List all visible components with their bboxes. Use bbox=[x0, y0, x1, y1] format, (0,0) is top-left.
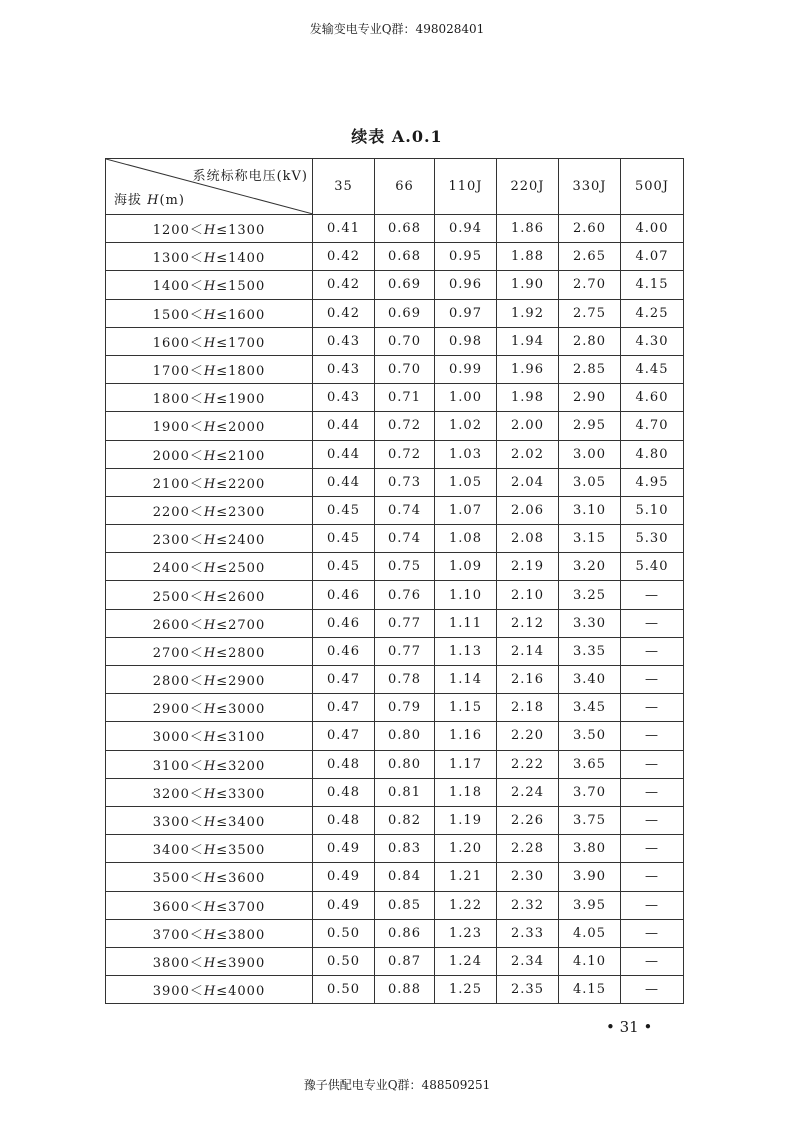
value-cell: 2.85 bbox=[559, 355, 621, 383]
value-cell: 4.95 bbox=[621, 468, 684, 496]
value-cell: 0.42 bbox=[313, 243, 375, 271]
value-cell: 0.74 bbox=[375, 496, 435, 524]
table-row bbox=[106, 835, 684, 863]
value-cell: 2.02 bbox=[497, 440, 559, 468]
table-row bbox=[106, 976, 684, 1004]
value-cell: 0.44 bbox=[313, 440, 375, 468]
altitude-axis-label: 海拔 H(m) bbox=[114, 193, 185, 208]
value-cell: 1.86 bbox=[497, 215, 559, 243]
value-cell: 3.70 bbox=[559, 778, 621, 806]
value-cell: 0.96 bbox=[435, 271, 497, 299]
altitude-range-cell: 3700＜H≤3800 bbox=[106, 919, 313, 947]
value-cell: 3.05 bbox=[559, 468, 621, 496]
value-cell: 0.71 bbox=[375, 384, 435, 412]
altitude-range-cell: 2800＜H≤2900 bbox=[106, 666, 313, 694]
value-cell: 1.16 bbox=[435, 722, 497, 750]
value-cell: 2.16 bbox=[497, 666, 559, 694]
value-cell: 1.02 bbox=[435, 412, 497, 440]
value-cell: 4.70 bbox=[621, 412, 684, 440]
altitude-range-cell: 1400＜H≤1500 bbox=[106, 271, 313, 299]
value-cell: 2.60 bbox=[559, 215, 621, 243]
value-cell: 4.07 bbox=[621, 243, 684, 271]
value-cell: 1.18 bbox=[435, 778, 497, 806]
altitude-range-cell: 3800＜H≤3900 bbox=[106, 947, 313, 975]
altitude-range-cell: 3000＜H≤3100 bbox=[106, 722, 313, 750]
altitude-range-cell: 2100＜H≤2200 bbox=[106, 468, 313, 496]
value-cell: 1.96 bbox=[497, 355, 559, 383]
table-title: 续表 A.0.1 bbox=[351, 127, 443, 146]
table-row bbox=[106, 440, 684, 468]
value-cell: 5.10 bbox=[621, 496, 684, 524]
value-cell: 4.15 bbox=[621, 271, 684, 299]
value-cell: 0.48 bbox=[313, 806, 375, 834]
value-cell: 0.97 bbox=[435, 299, 497, 327]
table-row bbox=[106, 468, 684, 496]
value-cell: 1.23 bbox=[435, 919, 497, 947]
value-cell: 0.44 bbox=[313, 412, 375, 440]
header-cell: 35 bbox=[313, 159, 375, 215]
header-cell: 330J bbox=[559, 159, 621, 215]
altitude-range-cell: 3400＜H≤3500 bbox=[106, 835, 313, 863]
value-cell: 0.78 bbox=[375, 666, 435, 694]
value-cell: 2.75 bbox=[559, 299, 621, 327]
altitude-range-cell: 2700＜H≤2800 bbox=[106, 637, 313, 665]
value-cell: 2.32 bbox=[497, 891, 559, 919]
value-cell: 0.47 bbox=[313, 694, 375, 722]
value-cell: 4.25 bbox=[621, 299, 684, 327]
value-cell: 1.17 bbox=[435, 750, 497, 778]
value-cell: 2.12 bbox=[497, 609, 559, 637]
table-row bbox=[106, 694, 684, 722]
table-row bbox=[106, 863, 684, 891]
value-cell: 2.34 bbox=[497, 947, 559, 975]
value-cell: 0.84 bbox=[375, 863, 435, 891]
value-cell: 0.72 bbox=[375, 412, 435, 440]
value-cell: 0.76 bbox=[375, 581, 435, 609]
header-cell: 110J bbox=[435, 159, 497, 215]
value-cell: 1.00 bbox=[435, 384, 497, 412]
value-cell: 1.94 bbox=[497, 327, 559, 355]
value-cell: 0.77 bbox=[375, 637, 435, 665]
value-cell: 0.45 bbox=[313, 553, 375, 581]
value-cell: 0.75 bbox=[375, 553, 435, 581]
value-cell: 0.70 bbox=[375, 355, 435, 383]
table-row bbox=[106, 778, 684, 806]
value-cell: — bbox=[621, 722, 684, 750]
value-cell: 0.49 bbox=[313, 891, 375, 919]
value-cell: 1.03 bbox=[435, 440, 497, 468]
altitude-range-cell: 1200＜H≤1300 bbox=[106, 215, 313, 243]
value-cell: 0.95 bbox=[435, 243, 497, 271]
value-cell: 1.19 bbox=[435, 806, 497, 834]
altitude-range-cell: 2300＜H≤2400 bbox=[106, 525, 313, 553]
value-cell: 3.15 bbox=[559, 525, 621, 553]
value-cell: 1.14 bbox=[435, 666, 497, 694]
value-cell: 0.42 bbox=[313, 271, 375, 299]
value-cell: 0.47 bbox=[313, 722, 375, 750]
value-cell: 0.41 bbox=[313, 215, 375, 243]
table-row bbox=[106, 750, 684, 778]
data-table bbox=[105, 158, 684, 1004]
value-cell: 1.92 bbox=[497, 299, 559, 327]
voltage-axis-label: 系统标称电压(kV) bbox=[192, 169, 308, 184]
value-cell: 0.46 bbox=[313, 581, 375, 609]
value-cell: 0.43 bbox=[313, 355, 375, 383]
value-cell: 0.69 bbox=[375, 299, 435, 327]
value-cell: 2.90 bbox=[559, 384, 621, 412]
altitude-range-cell: 2600＜H≤2700 bbox=[106, 609, 313, 637]
table-row bbox=[106, 243, 684, 271]
table-row bbox=[106, 609, 684, 637]
value-cell: 3.45 bbox=[559, 694, 621, 722]
header-row bbox=[106, 159, 684, 215]
table-row bbox=[106, 581, 684, 609]
value-cell: 0.43 bbox=[313, 327, 375, 355]
value-cell: 3.40 bbox=[559, 666, 621, 694]
table-row bbox=[106, 891, 684, 919]
value-cell: 2.35 bbox=[497, 976, 559, 1004]
value-cell: 1.05 bbox=[435, 468, 497, 496]
value-cell: 2.10 bbox=[497, 581, 559, 609]
value-cell: 3.95 bbox=[559, 891, 621, 919]
value-cell: 2.18 bbox=[497, 694, 559, 722]
value-cell: 3.30 bbox=[559, 609, 621, 637]
table-row bbox=[106, 412, 684, 440]
footer-note: 豫子供配电专业Q群：488509251 bbox=[303, 1078, 491, 1092]
value-cell: 2.14 bbox=[497, 637, 559, 665]
value-cell: 0.69 bbox=[375, 271, 435, 299]
altitude-range-cell: 2900＜H≤3000 bbox=[106, 694, 313, 722]
header-note: 发输变电专业Q群：498028401 bbox=[309, 22, 485, 36]
altitude-range-cell: 1600＜H≤1700 bbox=[106, 327, 313, 355]
value-cell: — bbox=[621, 609, 684, 637]
value-cell: 3.90 bbox=[559, 863, 621, 891]
value-cell: — bbox=[621, 891, 684, 919]
value-cell: 2.00 bbox=[497, 412, 559, 440]
value-cell: 1.20 bbox=[435, 835, 497, 863]
value-cell: 3.80 bbox=[559, 835, 621, 863]
value-cell: 0.82 bbox=[375, 806, 435, 834]
value-cell: 2.65 bbox=[559, 243, 621, 271]
value-cell: — bbox=[621, 694, 684, 722]
value-cell: 4.15 bbox=[559, 976, 621, 1004]
value-cell: 2.04 bbox=[497, 468, 559, 496]
value-cell: 2.06 bbox=[497, 496, 559, 524]
value-cell: — bbox=[621, 835, 684, 863]
value-cell: 5.40 bbox=[621, 553, 684, 581]
value-cell: — bbox=[621, 778, 684, 806]
table-row bbox=[106, 327, 684, 355]
value-cell: 2.33 bbox=[497, 919, 559, 947]
table-row bbox=[106, 215, 684, 243]
value-cell: 3.25 bbox=[559, 581, 621, 609]
value-cell: 0.50 bbox=[313, 919, 375, 947]
value-cell: 2.80 bbox=[559, 327, 621, 355]
value-cell: 4.10 bbox=[559, 947, 621, 975]
value-cell: 1.13 bbox=[435, 637, 497, 665]
value-cell: 0.98 bbox=[435, 327, 497, 355]
table-row bbox=[106, 271, 684, 299]
value-cell: 0.46 bbox=[313, 637, 375, 665]
value-cell: 2.22 bbox=[497, 750, 559, 778]
altitude-range-cell: 2000＜H≤2100 bbox=[106, 440, 313, 468]
altitude-range-cell: 2400＜H≤2500 bbox=[106, 553, 313, 581]
value-cell: 0.48 bbox=[313, 778, 375, 806]
table-body bbox=[106, 215, 684, 1004]
altitude-range-cell: 1700＜H≤1800 bbox=[106, 355, 313, 383]
value-cell: 0.85 bbox=[375, 891, 435, 919]
value-cell: 2.70 bbox=[559, 271, 621, 299]
value-cell: 1.25 bbox=[435, 976, 497, 1004]
value-cell: 1.90 bbox=[497, 271, 559, 299]
altitude-range-cell: 3900＜H≤4000 bbox=[106, 976, 313, 1004]
value-cell: 1.07 bbox=[435, 496, 497, 524]
value-cell: 2.26 bbox=[497, 806, 559, 834]
value-cell: 0.45 bbox=[313, 496, 375, 524]
table-row bbox=[106, 806, 684, 834]
altitude-range-cell: 3300＜H≤3400 bbox=[106, 806, 313, 834]
value-cell: 0.70 bbox=[375, 327, 435, 355]
table-row bbox=[106, 384, 684, 412]
table-row bbox=[106, 355, 684, 383]
value-cell: 3.75 bbox=[559, 806, 621, 834]
value-cell: — bbox=[621, 919, 684, 947]
altitude-range-cell: 3200＜H≤3300 bbox=[106, 778, 313, 806]
value-cell: 1.11 bbox=[435, 609, 497, 637]
corner-cell bbox=[106, 159, 313, 215]
value-cell: 0.88 bbox=[375, 976, 435, 1004]
value-cell: 5.30 bbox=[621, 525, 684, 553]
table-row bbox=[106, 496, 684, 524]
value-cell: 1.09 bbox=[435, 553, 497, 581]
value-cell: 0.48 bbox=[313, 750, 375, 778]
value-cell: 1.24 bbox=[435, 947, 497, 975]
altitude-range-cell: 3600＜H≤3700 bbox=[106, 891, 313, 919]
value-cell: 3.00 bbox=[559, 440, 621, 468]
altitude-range-cell: 2200＜H≤2300 bbox=[106, 496, 313, 524]
value-cell: 2.28 bbox=[497, 835, 559, 863]
value-cell: 1.15 bbox=[435, 694, 497, 722]
value-cell: 0.87 bbox=[375, 947, 435, 975]
value-cell: 4.05 bbox=[559, 919, 621, 947]
value-cell: 1.21 bbox=[435, 863, 497, 891]
value-cell: 3.65 bbox=[559, 750, 621, 778]
value-cell: 0.86 bbox=[375, 919, 435, 947]
value-cell: 2.20 bbox=[497, 722, 559, 750]
header-cell: 220J bbox=[497, 159, 559, 215]
value-cell: 0.68 bbox=[375, 215, 435, 243]
value-cell: 0.74 bbox=[375, 525, 435, 553]
value-cell: 1.88 bbox=[497, 243, 559, 271]
value-cell: 0.49 bbox=[313, 835, 375, 863]
value-cell: 3.35 bbox=[559, 637, 621, 665]
value-cell: 0.47 bbox=[313, 666, 375, 694]
value-cell: — bbox=[621, 806, 684, 834]
value-cell: 2.08 bbox=[497, 525, 559, 553]
value-cell: — bbox=[621, 947, 684, 975]
table-row bbox=[106, 553, 684, 581]
value-cell: — bbox=[621, 581, 684, 609]
value-cell: 0.45 bbox=[313, 525, 375, 553]
table-row bbox=[106, 919, 684, 947]
table-row bbox=[106, 637, 684, 665]
value-cell: 0.50 bbox=[313, 976, 375, 1004]
value-cell: 0.81 bbox=[375, 778, 435, 806]
value-cell: — bbox=[621, 637, 684, 665]
altitude-range-cell: 1800＜H≤1900 bbox=[106, 384, 313, 412]
value-cell: 4.00 bbox=[621, 215, 684, 243]
value-cell: — bbox=[621, 976, 684, 1004]
altitude-range-cell: 1300＜H≤1400 bbox=[106, 243, 313, 271]
value-cell: 0.42 bbox=[313, 299, 375, 327]
value-cell: — bbox=[621, 863, 684, 891]
value-cell: 0.80 bbox=[375, 722, 435, 750]
value-cell: 0.43 bbox=[313, 384, 375, 412]
value-cell: 3.20 bbox=[559, 553, 621, 581]
table-row bbox=[106, 947, 684, 975]
value-cell: 0.94 bbox=[435, 215, 497, 243]
altitude-range-cell: 3500＜H≤3600 bbox=[106, 863, 313, 891]
value-cell: 4.60 bbox=[621, 384, 684, 412]
value-cell: 2.19 bbox=[497, 553, 559, 581]
value-cell: 0.44 bbox=[313, 468, 375, 496]
page-number: • 31 • bbox=[606, 1018, 653, 1036]
table-row bbox=[106, 666, 684, 694]
value-cell: 2.24 bbox=[497, 778, 559, 806]
header-cell: 500J bbox=[621, 159, 684, 215]
value-cell: 1.10 bbox=[435, 581, 497, 609]
value-cell: 1.08 bbox=[435, 525, 497, 553]
value-cell: 0.50 bbox=[313, 947, 375, 975]
value-cell: 0.46 bbox=[313, 609, 375, 637]
value-cell: 4.45 bbox=[621, 355, 684, 383]
value-cell: 1.98 bbox=[497, 384, 559, 412]
value-cell: 0.80 bbox=[375, 750, 435, 778]
value-cell: 0.99 bbox=[435, 355, 497, 383]
value-cell: 1.22 bbox=[435, 891, 497, 919]
value-cell: 0.77 bbox=[375, 609, 435, 637]
value-cell: 0.68 bbox=[375, 243, 435, 271]
value-cell: 0.83 bbox=[375, 835, 435, 863]
table-row bbox=[106, 299, 684, 327]
header-cell: 66 bbox=[375, 159, 435, 215]
value-cell: 3.50 bbox=[559, 722, 621, 750]
value-cell: 0.79 bbox=[375, 694, 435, 722]
value-cell: 2.95 bbox=[559, 412, 621, 440]
value-cell: 0.73 bbox=[375, 468, 435, 496]
altitude-range-cell: 2500＜H≤2600 bbox=[106, 581, 313, 609]
value-cell: — bbox=[621, 750, 684, 778]
table-row bbox=[106, 722, 684, 750]
value-cell: 3.10 bbox=[559, 496, 621, 524]
value-cell: 4.80 bbox=[621, 440, 684, 468]
altitude-range-cell: 3100＜H≤3200 bbox=[106, 750, 313, 778]
value-cell: 2.30 bbox=[497, 863, 559, 891]
altitude-range-cell: 1500＜H≤1600 bbox=[106, 299, 313, 327]
table-row bbox=[106, 525, 684, 553]
altitude-range-cell: 1900＜H≤2000 bbox=[106, 412, 313, 440]
value-cell: — bbox=[621, 666, 684, 694]
value-cell: 0.72 bbox=[375, 440, 435, 468]
value-cell: 0.49 bbox=[313, 863, 375, 891]
value-cell: 4.30 bbox=[621, 327, 684, 355]
